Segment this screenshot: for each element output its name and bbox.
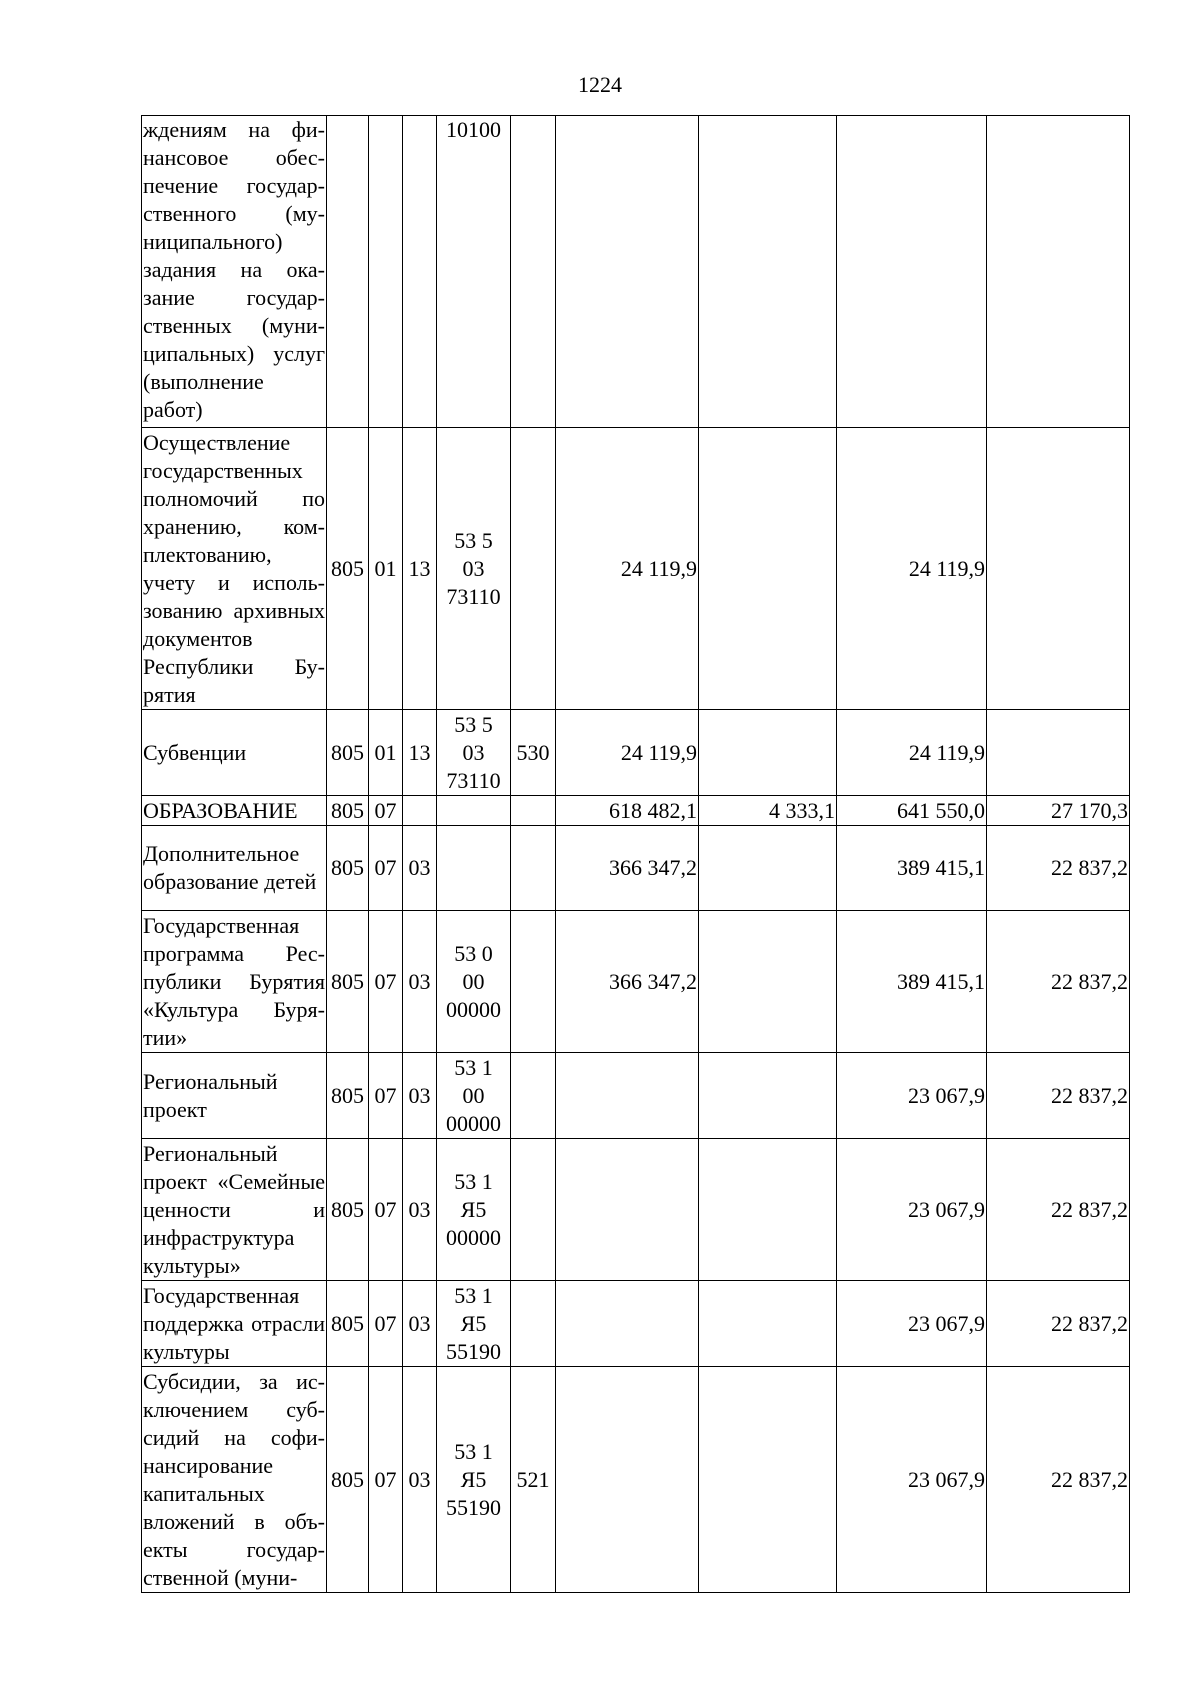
amount-4 bbox=[987, 428, 1130, 710]
subsection-code: 13 bbox=[403, 428, 437, 710]
amount-3: 23 067,9 bbox=[837, 1367, 987, 1593]
section-code: 07 bbox=[369, 1053, 403, 1139]
table-row bbox=[142, 1367, 1130, 1593]
subsection-code: 13 bbox=[403, 710, 437, 796]
grbs-code: 805 bbox=[327, 428, 369, 710]
amount-2 bbox=[699, 826, 837, 911]
grbs-code: 805 bbox=[327, 710, 369, 796]
amount-4: 22 837,2 bbox=[987, 911, 1130, 1053]
budget-table bbox=[141, 115, 1130, 1593]
row-name: Субсидии, за исключением субсидий на софинансирование капитальных вложений в объекты государственной (муни- bbox=[142, 1367, 327, 1593]
section-code: 07 bbox=[369, 1367, 403, 1593]
table-row bbox=[142, 826, 1130, 911]
page-number: 1224 bbox=[578, 72, 622, 97]
expense-type-code bbox=[511, 796, 556, 826]
target-article-text: 53 0 00 00000 bbox=[446, 940, 501, 1022]
table-row bbox=[142, 428, 1130, 710]
amount-1: 618 482,1 bbox=[556, 796, 699, 826]
target-article-text: 53 1 Я5 00000 bbox=[446, 1168, 501, 1250]
target-article-text: 53 5 03 73110 bbox=[446, 527, 501, 609]
grbs-code: 805 bbox=[327, 1367, 369, 1593]
table-row bbox=[142, 710, 1130, 796]
table-row bbox=[142, 1139, 1130, 1281]
subsection-code: 03 bbox=[403, 826, 437, 911]
expense-type-code bbox=[511, 116, 556, 428]
target-article-code bbox=[437, 710, 511, 796]
row-name: Региональный проект bbox=[142, 1053, 327, 1139]
expense-type-code bbox=[511, 1139, 556, 1281]
section-code: 07 bbox=[369, 1139, 403, 1281]
amount-4: 22 837,2 bbox=[987, 1281, 1130, 1367]
amount-1 bbox=[556, 1053, 699, 1139]
amount-1: 24 119,9 bbox=[556, 428, 699, 710]
table-row bbox=[142, 1053, 1130, 1139]
amount-1: 24 119,9 bbox=[556, 710, 699, 796]
amount-2 bbox=[699, 710, 837, 796]
section-code: 07 bbox=[369, 911, 403, 1053]
row-name: Региональный проект «Семейные ценности и инфраструктура культуры» bbox=[142, 1139, 327, 1281]
amount-4 bbox=[987, 116, 1130, 428]
table-row bbox=[142, 116, 1130, 428]
amount-4: 22 837,2 bbox=[987, 826, 1130, 911]
amount-1: 366 347,2 bbox=[556, 826, 699, 911]
subsection-code: 03 bbox=[403, 1139, 437, 1281]
section-code: 01 bbox=[369, 428, 403, 710]
amount-3: 24 119,9 bbox=[837, 428, 987, 710]
row-name: ждениям на финансовое обеспечение государственного (муниципального) задания на оказание государственных (муниципальных) услуг (выполнение работ) bbox=[142, 116, 327, 428]
row-name: ОБРАЗОВАНИЕ bbox=[142, 796, 327, 826]
target-article-code bbox=[437, 1053, 511, 1139]
subsection-code: 03 bbox=[403, 911, 437, 1053]
amount-1: 366 347,2 bbox=[556, 911, 699, 1053]
subsection-code: 03 bbox=[403, 1053, 437, 1139]
amount-1 bbox=[556, 1367, 699, 1593]
target-article-code bbox=[437, 116, 511, 428]
grbs-code bbox=[327, 116, 369, 428]
section-code: 07 bbox=[369, 796, 403, 826]
section-code: 07 bbox=[369, 1281, 403, 1367]
expense-type-code bbox=[511, 911, 556, 1053]
amount-3: 641 550,0 bbox=[837, 796, 987, 826]
target-article-text: 53 1 Я5 55190 bbox=[446, 1282, 501, 1364]
grbs-code: 805 bbox=[327, 1139, 369, 1281]
table-row bbox=[142, 796, 1130, 826]
amount-2: 4 333,1 bbox=[699, 796, 837, 826]
grbs-code: 805 bbox=[327, 796, 369, 826]
target-article-code bbox=[437, 1367, 511, 1593]
expense-type-code bbox=[511, 1053, 556, 1139]
subsection-code: 03 bbox=[403, 1281, 437, 1367]
expense-type-code bbox=[511, 1281, 556, 1367]
row-name: Государственная программа Республики Бурятия «Культура Бурятии» bbox=[142, 911, 327, 1053]
amount-4: 22 837,2 bbox=[987, 1367, 1130, 1593]
amount-2 bbox=[699, 1053, 837, 1139]
grbs-code: 805 bbox=[327, 1281, 369, 1367]
amount-3: 389 415,1 bbox=[837, 826, 987, 911]
row-name: Дополнительное образование детей bbox=[142, 826, 327, 911]
table-row bbox=[142, 911, 1130, 1053]
amount-1 bbox=[556, 116, 699, 428]
target-article-text: 10100 bbox=[446, 117, 501, 142]
section-code bbox=[369, 116, 403, 428]
amount-1 bbox=[556, 1281, 699, 1367]
row-name: Осуществление государственных полномочий по хранению, комплектованию, учету и использованию архивных документов Республики Бурятия bbox=[142, 428, 327, 710]
amount-2 bbox=[699, 1281, 837, 1367]
amount-3: 23 067,9 bbox=[837, 1139, 987, 1281]
target-article-text: 53 1 00 00000 bbox=[446, 1054, 501, 1136]
target-article-code bbox=[437, 1139, 511, 1281]
subsection-code: 03 bbox=[403, 1367, 437, 1593]
subsection-code bbox=[403, 796, 437, 826]
amount-3 bbox=[837, 116, 987, 428]
table-row bbox=[142, 1281, 1130, 1367]
amount-4: 22 837,2 bbox=[987, 1139, 1130, 1281]
row-name: Субвенции bbox=[142, 710, 327, 796]
amount-3: 23 067,9 bbox=[837, 1053, 987, 1139]
amount-2 bbox=[699, 911, 837, 1053]
grbs-code: 805 bbox=[327, 911, 369, 1053]
expense-type-code bbox=[511, 826, 556, 911]
expense-type-code bbox=[511, 428, 556, 710]
row-name: Государственная поддержка отрасли культуры bbox=[142, 1281, 327, 1367]
target-article-code bbox=[437, 428, 511, 710]
amount-3: 389 415,1 bbox=[837, 911, 987, 1053]
subsection-code bbox=[403, 116, 437, 428]
amount-2 bbox=[699, 116, 837, 428]
amount-3: 24 119,9 bbox=[837, 710, 987, 796]
amount-3: 23 067,9 bbox=[837, 1281, 987, 1367]
amount-2 bbox=[699, 1367, 837, 1593]
target-article-text: 53 1 Я5 55190 bbox=[446, 1438, 501, 1520]
expense-type-code: 530 bbox=[511, 710, 556, 796]
section-code: 07 bbox=[369, 826, 403, 911]
target-article-code bbox=[437, 826, 511, 911]
amount-4: 27 170,3 bbox=[987, 796, 1130, 826]
target-article-code bbox=[437, 911, 511, 1053]
expense-type-code: 521 bbox=[511, 1367, 556, 1593]
target-article-code bbox=[437, 1281, 511, 1367]
amount-4 bbox=[987, 710, 1130, 796]
amount-4: 22 837,2 bbox=[987, 1053, 1130, 1139]
grbs-code: 805 bbox=[327, 1053, 369, 1139]
grbs-code: 805 bbox=[327, 826, 369, 911]
amount-2 bbox=[699, 428, 837, 710]
amount-2 bbox=[699, 1139, 837, 1281]
target-article-text: 53 5 03 73110 bbox=[446, 711, 501, 793]
section-code: 01 bbox=[369, 710, 403, 796]
amount-1 bbox=[556, 1139, 699, 1281]
target-article-code bbox=[437, 796, 511, 826]
